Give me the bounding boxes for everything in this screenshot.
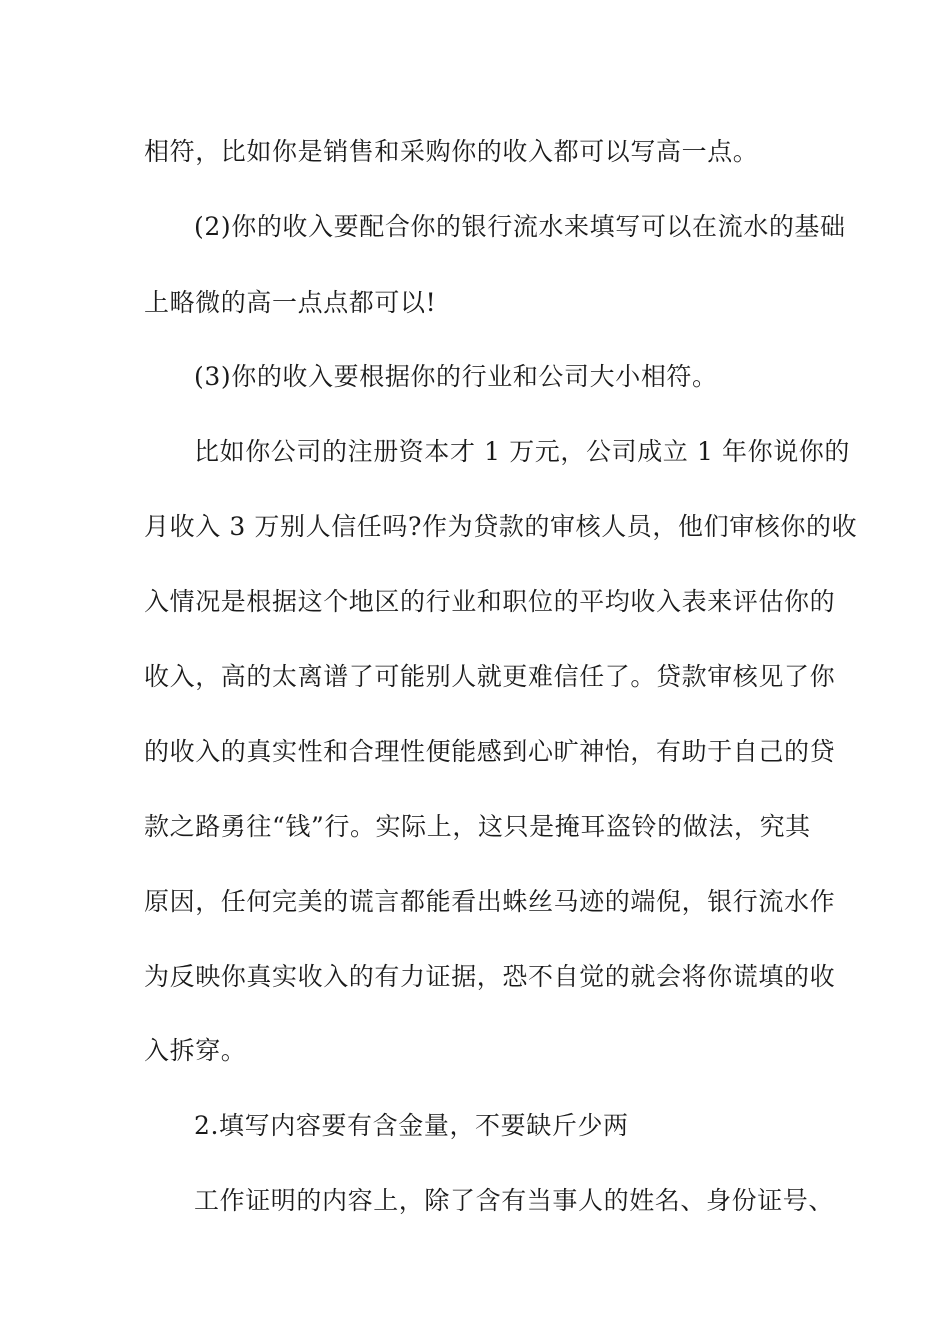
text-line: 入拆穿。 [144, 1036, 247, 1065]
text-line: 上略微的高一点点都可以! [144, 288, 437, 317]
text-line: 月收入 3 万别人信任吗?作为贷款的审核人员，他们审核你的收 [144, 512, 858, 541]
text-line: 的收入的真实性和合理性便能感到心旷神怡，有助于自己的贷 [144, 737, 836, 766]
text-line: 为反映你真实收入的有力证据，恐不自觉的就会将你谎填的收 [144, 962, 836, 991]
paragraph-start: 比如你公司的注册资本才 1 万元，公司成立 1 年你说你的 [194, 437, 851, 466]
text-line: 原因，任何完美的谎言都能看出蛛丝马迹的端倪，银行流水作 [144, 887, 836, 916]
section-heading: 2.填写内容要有含金量，不要缺斤少两 [194, 1111, 629, 1140]
list-item-2: (2)你的收入要配合你的银行流水来填写可以在流水的基础 [194, 212, 846, 241]
paragraph-start: 工作证明的内容上，除了含有当事人的姓名、身份证号、 [194, 1186, 835, 1215]
text-line: 相符，比如你是销售和采购你的收入都可以写高一点。 [144, 137, 759, 166]
text-line: 入情况是根据这个地区的行业和职位的平均收入表来评估你的 [144, 587, 836, 616]
list-item-3: (3)你的收入要根据你的行业和公司大小相符。 [194, 362, 718, 391]
text-line: 款之路勇往“钱”行。实际上，这只是掩耳盗铃的做法，究其 [144, 812, 811, 841]
text-line: 收入，高的太离谱了可能别人就更难信任了。贷款审核见了你 [144, 662, 836, 691]
